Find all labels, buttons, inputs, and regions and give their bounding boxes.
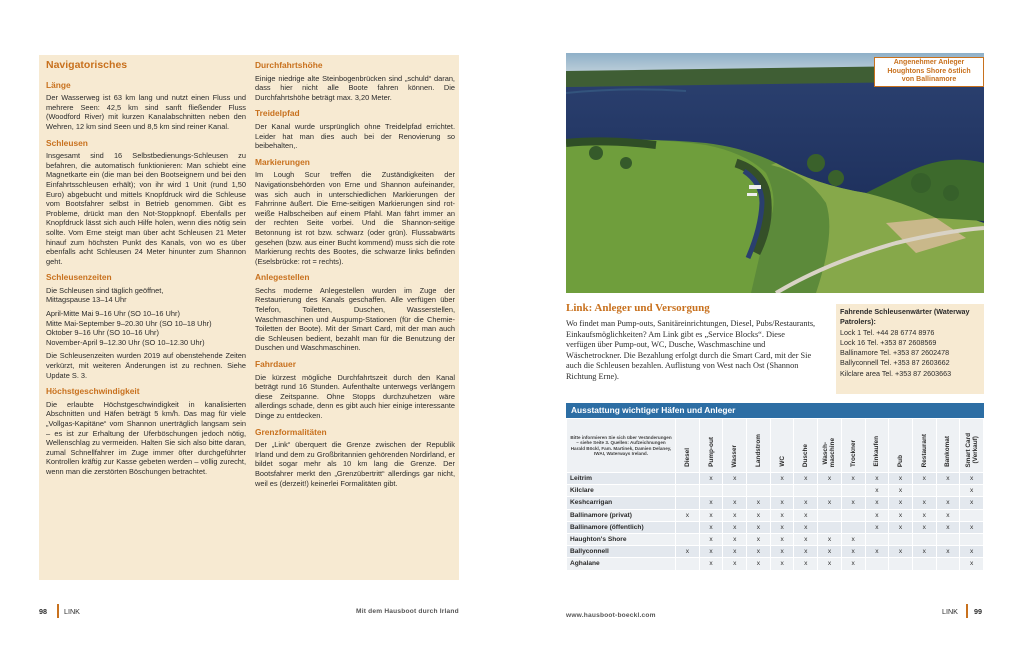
facility-cell: x	[794, 473, 818, 485]
table-row	[567, 533, 984, 545]
column-header	[723, 419, 747, 473]
footer-divider-right	[966, 604, 968, 618]
facility-cell: x	[723, 509, 747, 521]
facility-cell: x	[865, 546, 889, 558]
left-column-body	[46, 81, 246, 477]
facility-cell	[676, 558, 700, 570]
facilities-body	[567, 473, 984, 571]
table-row	[567, 558, 984, 570]
facility-cell: x	[794, 509, 818, 521]
column-header-label: Pub	[897, 454, 905, 467]
facility-cell: x	[770, 546, 794, 558]
paragraph: Der Wasserweg ist 63 km lang und nutzt einen Fluss und mehrere Seen: 42,5 km sind sanft fließender Fluss (Woodford River) mit kurzen Kanalabschnitten neben den Wehren, 12 km sind Seen und 8,5 km sind reiner Kanal.	[46, 93, 246, 131]
navigation-info-panel	[39, 55, 459, 580]
section-heading: Grenzformalitäten	[255, 426, 327, 437]
facility-cell: x	[770, 497, 794, 509]
facility-cell: x	[770, 558, 794, 570]
facility-cell	[841, 485, 865, 497]
column-header	[936, 419, 960, 473]
facility-cell: x	[770, 533, 794, 545]
facility-cell: x	[794, 533, 818, 545]
harbour-name: Ballyconnell	[567, 546, 676, 558]
facility-cell: x	[699, 521, 723, 533]
facilities-table	[566, 403, 984, 571]
column-header-label: WC	[778, 456, 786, 467]
facility-cell: x	[889, 497, 913, 509]
facility-cell: x	[865, 497, 889, 509]
facility-cell: x	[747, 533, 771, 545]
facility-cell	[770, 485, 794, 497]
facility-cell: x	[699, 509, 723, 521]
facility-cell: x	[676, 509, 700, 521]
column-header	[770, 419, 794, 473]
section-heading: Treidelpfad	[255, 108, 300, 119]
facility-cell: x	[865, 485, 889, 497]
facility-cell: x	[747, 558, 771, 570]
paragraph: Einige niedrige alte Steinbogenbrücken sind „schuld“ daran, dass hier nicht alle Boote fahren können. Die Durchfahrtshöhe beträgt max. 3,20 Meter.	[255, 73, 455, 102]
harbour-name: Aghalane	[567, 558, 676, 570]
column-header	[699, 419, 723, 473]
column-header-label: Bankomat	[944, 436, 952, 467]
facility-cell: x	[865, 473, 889, 485]
column-header	[841, 419, 865, 473]
facility-cell	[818, 485, 842, 497]
column-header	[818, 419, 842, 473]
facility-cell: x	[841, 558, 865, 570]
table-row	[567, 497, 984, 509]
lock-keepers-line: Kilclare area Tel. +353 87 2603663	[840, 368, 952, 378]
paragraph: Der „Link“ überquert die Grenze zwischen der Republik Irland und dem zu Großbritannien gehörenden Nordirland, er bildet sogar mehr als 10 km lang die Grenze. Der Bootsfahrer merkt den „Grenzübertritt“ allerdings gar nicht, weil es (derzeit!) keinerlei Formalitäten gibt.	[255, 440, 455, 488]
paragraph: Die Schleusenzeiten wurden 2019 auf obenstehende Zeiten verkürzt, mit weiteren Änderungen ist zu rechnen. Siehe Update S. 3.	[46, 351, 246, 380]
facility-cell: x	[747, 521, 771, 533]
section-heading: Durchfahrtshöhe	[255, 60, 323, 70]
section-heading: Länge	[46, 79, 71, 90]
column-header-label: Wasser	[731, 444, 739, 467]
harbour-name: Kilclare	[567, 485, 676, 497]
facility-cell: x	[723, 558, 747, 570]
facility-cell: x	[889, 546, 913, 558]
facility-cell	[912, 558, 936, 570]
table-row	[567, 485, 984, 497]
column-header-label: Landstrom	[754, 433, 762, 467]
lock-keepers-title: Fahrende Schleusenwärter (Waterway Patrolers):	[840, 307, 970, 327]
harbour-name: Leitrim	[567, 473, 676, 485]
facility-cell: x	[818, 533, 842, 545]
facility-cell: x	[794, 558, 818, 570]
lock-keepers-box	[836, 304, 984, 394]
facility-cell	[676, 473, 700, 485]
facility-cell: x	[912, 497, 936, 509]
facility-cell: x	[818, 558, 842, 570]
facility-cell	[747, 473, 771, 485]
section-heading: Fahrdauer	[255, 359, 296, 370]
facility-cell: x	[960, 497, 984, 509]
table-row	[567, 509, 984, 521]
facility-cell: x	[699, 546, 723, 558]
facility-cell: x	[723, 521, 747, 533]
column-header	[889, 419, 913, 473]
facility-cell: x	[960, 473, 984, 485]
facility-cell: x	[889, 509, 913, 521]
paragraph: Die Schleusen sind täglich geöffnet, Mittagspause 13–14 Uhr	[46, 285, 164, 305]
column-header	[794, 419, 818, 473]
facility-cell: x	[912, 509, 936, 521]
harbour-name: Keshcarrigan	[567, 497, 676, 509]
footer-section-right: LINK	[942, 607, 958, 616]
paragraph: April-Mitte Mai 9–16 Uhr (SO 10–16 Uhr) Mitte Mai-September 9–20.30 Uhr (SO 10–18 Uhr) Oktober 9–16 Uhr (SO 10–16 Uhr) November-April 9–12.30 Uhr (SO 10–12.30 Uhr)	[46, 309, 212, 347]
facility-cell	[676, 497, 700, 509]
facility-cell: x	[699, 473, 723, 485]
facility-cell	[912, 485, 936, 497]
facility-cell: x	[960, 558, 984, 570]
facility-cell	[818, 521, 842, 533]
facility-cell	[936, 558, 960, 570]
facility-cell: x	[841, 473, 865, 485]
page-number-right: 99	[974, 607, 982, 616]
lock-keepers-line: Ballinamore Tel. +353 87 2602478	[840, 348, 950, 358]
facility-cell: x	[960, 485, 984, 497]
facility-cell: x	[794, 521, 818, 533]
link-section-title: Link: Anleger und Versorgung	[566, 302, 710, 314]
paragraph: Sechs moderne Anlegestellen wurden im Zuge der Restaurierung des Kanals geschaffen. Alle verfügen über Telefon, Toiletten, Duschen, Wasserstellen, Waschmaschinen und Auspump-Stationen (für die Chemie-Toiletten der Boote). Mit der Smart Card, mit der man auch die Schleusen bedient, bezahlt man für die Benutzung der Duschen und Waschmaschinen.	[255, 285, 455, 353]
column-header-label: Smart Card (Verkauf)	[964, 432, 979, 467]
facility-cell: x	[889, 473, 913, 485]
paragraph: Insgesamt sind 16 Selbstbedienungs-Schleusen zu befahren, die automatisch funktionieren: Man schiebt eine Magnetkarte ein (die man bei den Bootseignern und bei den Einfahrtsschleusen erhält); von ihr wird 1 Unit (rund 1,50 Euro) abgebucht und mittels Knopfdruck wird die Schleuse vom Bootsfahrer selbst in Betrieb genommen. Gibt es Probleme, drückt man den Not-Stoppknopf. Ebenfalls per Knopfdruck lässt sich auch Hilfe holen, wenn dies nötig sein sollte. Vom Erne steigt man über acht Schleusen 21 Meter hinauf zum höchsten Punkt des Kanals, von wo es über ebenfalls acht Schleusen 24 Meter hinunter zum Shannon geht.	[46, 151, 246, 266]
facility-cell: x	[723, 473, 747, 485]
facility-cell	[676, 533, 700, 545]
facility-cell	[960, 509, 984, 521]
facilities-grid	[566, 418, 984, 571]
facility-cell: x	[818, 473, 842, 485]
facility-cell	[747, 485, 771, 497]
paragraph: Im Lough Scur treffen die Zuständigkeiten der Navigationsbehörden von Erne und Shannon aufeinander, was sich auch in unterschiedlichen Markierungen der Fahrrinne äußert. Die Erne-seitigen Markierungen sind rot-weiße Halbscheiben auf einem Pfahl. Man fährt immer an der rechten Seite vorbei. Und die Shannon-seitige Betonnung ist rot bzw. schwarz (oder grün). Flussabwärts gesehen (bzw. aus einer Bucht kommend) muss sich die rote Markierung rechts des Bootes, die schwarze links befinden (Eselsbrücke: rot = rechts).	[255, 170, 455, 266]
facility-cell: x	[936, 509, 960, 521]
lock-keepers-line: Lock 16 Tel. +353 87 2608569	[840, 337, 937, 347]
section-heading: Schleusen	[46, 137, 88, 148]
table-row	[567, 546, 984, 558]
column-header-label: Diesel	[683, 448, 691, 467]
facility-cell	[818, 509, 842, 521]
section-heading: Schleusenzeiten	[46, 272, 112, 283]
facility-cell: x	[770, 521, 794, 533]
section-heading: Markierungen	[255, 156, 310, 167]
facility-cell	[936, 485, 960, 497]
table-row	[567, 521, 984, 533]
page-number-left: 98	[39, 607, 47, 616]
facility-cell	[794, 485, 818, 497]
facility-cell	[699, 485, 723, 497]
harbour-name: Ballinamore (öffentlich)	[567, 521, 676, 533]
facility-cell: x	[912, 546, 936, 558]
facility-cell	[841, 509, 865, 521]
facility-cell: x	[912, 521, 936, 533]
link-section-text: Wo findet man Pump-outs, Sanitäreinrichtungen, Diesel, Pubs/Restaurants, Einkaufsmöglichkeiten? Am Link gibt es „Service Blocks“. Diese verfügen über Pump-out, WC, Dusche, Waschmaschine und Wäschetrockner. Die Bezahlung erfolgt durch die Smart Card, mit der Sie auch die Schleusen bezahlen. Auflistung von West nach Ost (Shannon Richtung Erne).	[566, 319, 816, 381]
facility-cell: x	[960, 546, 984, 558]
facility-cell: x	[936, 521, 960, 533]
facility-cell: x	[936, 473, 960, 485]
facility-cell	[912, 533, 936, 545]
column-header	[912, 419, 936, 473]
facility-cell	[889, 558, 913, 570]
facility-cell: x	[960, 521, 984, 533]
column-header	[960, 419, 984, 473]
facility-cell: x	[865, 521, 889, 533]
facility-cell	[889, 533, 913, 545]
facility-cell: x	[841, 533, 865, 545]
lock-keepers-line: Ballyconnell Tel. +353 87 2603662	[840, 358, 950, 368]
facility-cell: x	[889, 485, 913, 497]
facility-cell: x	[747, 509, 771, 521]
photo-caption-text: Angenehmer Anleger Houghtons Shore östlich von Ballinamore	[887, 59, 971, 84]
facility-cell	[676, 485, 700, 497]
aerial-photo	[566, 53, 984, 293]
table-note: Bitte informieren Sie sich über Veränderungen – siehe Seite 3. Quellen: Aufzeichnungen Harald Böckl, Fam. Martinek, Damien Delaney, IWAI, Waterways Ireland.	[567, 419, 676, 473]
column-header	[865, 419, 889, 473]
facility-cell: x	[818, 546, 842, 558]
facility-cell: x	[747, 497, 771, 509]
paragraph: Die kürzest mögliche Durchfahrtszeit durch den Kanal beträgt rund 16 Stunden. Aufenthalte unterwegs verlängern diese Zeitspanne. Ohne Stopps durchzuhetzen wäre allerdings schade, denn es gibt auch hier einige interessante Dinge zu entdecken.	[255, 372, 455, 420]
facility-cell	[865, 558, 889, 570]
facility-cell: x	[723, 546, 747, 558]
facility-cell: x	[794, 497, 818, 509]
facility-cell	[960, 533, 984, 545]
facility-cell: x	[841, 497, 865, 509]
column-header-label: Pump-out	[707, 437, 715, 467]
column-header-label: Dusche	[802, 443, 810, 467]
facility-cell	[865, 533, 889, 545]
facilities-header-row	[567, 419, 984, 473]
section-title: Navigatorisches	[46, 59, 128, 71]
section-heading: Anlegestellen	[255, 272, 310, 283]
column-header-label: Trockner	[849, 440, 857, 467]
facility-cell: x	[699, 533, 723, 545]
paragraph: Die erlaubte Höchstgeschwindigkeit in kanalisierten Abschnitten und Häfen beträgt 5 km/h. Das mag für viele „Vollgas-Kapitäne“ vom Shannon unerträglich langsam sein – es ist zur Erhaltung der Uferböschungen jedoch nötig, Wellenschlag zu vermeiden. Halten Sie sich also bitte daran, zumal Schnellfahrer im Zuge immer öfter durchgeführter Kontrollen kräftig zur Kasse gebeten werden – völlig zurecht, wenn man die zerstörten Böschungen betrachtet.	[46, 399, 246, 476]
facility-cell: x	[936, 546, 960, 558]
facility-cell: x	[889, 521, 913, 533]
harbour-name: Haughton's Shore	[567, 533, 676, 545]
facility-cell: x	[676, 546, 700, 558]
facility-cell: x	[912, 473, 936, 485]
facility-cell	[841, 521, 865, 533]
column-header	[747, 419, 771, 473]
facility-cell	[723, 485, 747, 497]
facility-cell: x	[723, 533, 747, 545]
facility-cell: x	[770, 473, 794, 485]
lock-keepers-line: Lock 1 Tel. +44 28 6774 8976	[840, 327, 935, 337]
facility-cell: x	[818, 497, 842, 509]
column-header-label: Restaurant	[920, 433, 928, 467]
facility-cell: x	[699, 558, 723, 570]
aerial-photo-image	[566, 53, 984, 293]
facility-cell: x	[936, 497, 960, 509]
facility-cell: x	[747, 546, 771, 558]
facility-cell	[676, 521, 700, 533]
paragraph: Der Kanal wurde ursprünglich ohne Treidelpfad errichtet. Leider hat man dies auch bei der Renovierung so beibehalten,.	[255, 121, 455, 151]
facility-cell: x	[841, 546, 865, 558]
column-header-label: Wasch- maschine	[822, 437, 837, 467]
facility-cell: x	[723, 497, 747, 509]
right-column	[255, 61, 455, 492]
footer-url: www.hausboot-boeckl.com	[566, 612, 656, 619]
photo-caption	[874, 57, 984, 87]
facility-cell: x	[699, 497, 723, 509]
footer-section-left: LINK	[64, 607, 80, 616]
left-column	[46, 61, 246, 481]
facility-cell: x	[865, 509, 889, 521]
facility-cell	[936, 533, 960, 545]
section-heading: Höchstgeschwindigkeit	[46, 386, 140, 397]
footer-divider-left	[57, 604, 59, 618]
column-header-label: Einkaufen	[873, 436, 881, 467]
table-row	[567, 473, 984, 485]
harbour-name: Ballinamore (privat)	[567, 509, 676, 521]
column-header	[676, 419, 700, 473]
facility-cell: x	[770, 509, 794, 521]
facility-cell: x	[794, 546, 818, 558]
right-page	[512, 0, 1024, 647]
facilities-table-title: Ausstattung wichtiger Häfen und Anleger	[566, 403, 984, 418]
footer-masthead: Mit dem Hausboot durch Irland	[356, 608, 459, 615]
